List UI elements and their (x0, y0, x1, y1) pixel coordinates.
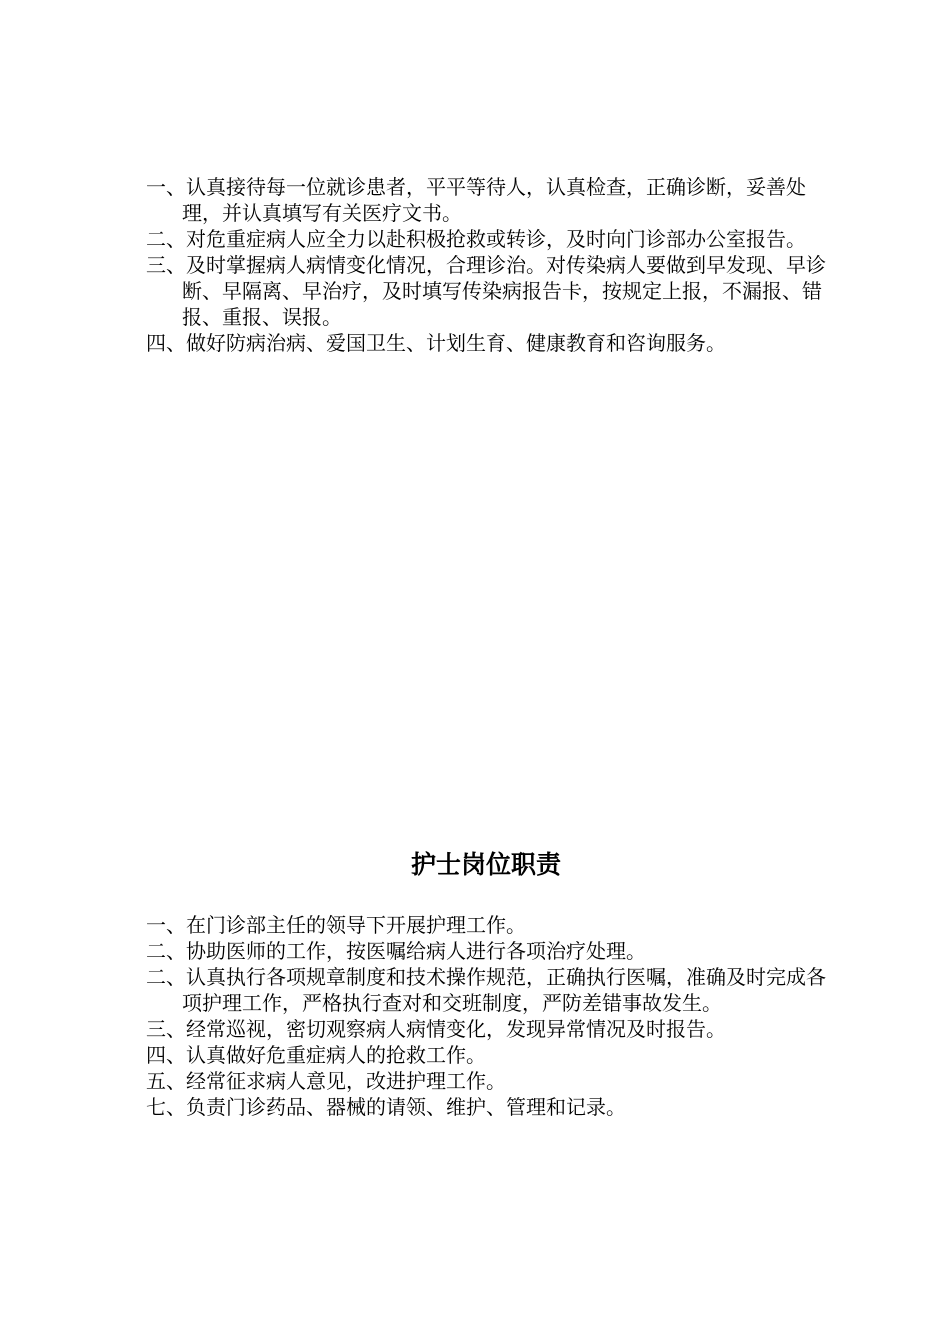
item-marker: 二、 (146, 965, 186, 989)
item-marker: 三、 (146, 253, 186, 277)
item-text: 认真接待每一位就诊患者，平平等待人，认真检查，正确诊断，妥善处理，并认真填写有关医疗文书。 (182, 175, 806, 225)
item-text: 经常巡视，密切观察病人病情变化，发现异常情况及时报告。 (186, 1017, 726, 1041)
item-marker: 七、 (146, 1095, 186, 1119)
item-text: 协助医师的工作，按医嘱给病人进行各项治疗处理。 (186, 939, 646, 963)
list-item (146, 174, 826, 226)
list-item (146, 226, 826, 252)
item-text: 在门诊部主任的领导下开展护理工作。 (186, 913, 526, 937)
item-text: 及时掌握病人病情变化情况，合理诊治。对传染病人要做到早发现、早诊断、早隔离、早治疗，及时填写传染病报告卡，按规定上报，不漏报、错报、重报、误报。 (182, 253, 826, 329)
item-marker: 三、 (146, 1017, 186, 1041)
list-item (146, 1094, 826, 1120)
item-text: 对危重症病人应全力以赴积极抢救或转诊，及时向门诊部办公室报告。 (186, 227, 806, 251)
list-item (146, 1016, 826, 1042)
item-text: 经常征求病人意见，改进护理工作。 (186, 1069, 506, 1093)
item-marker: 四、 (146, 1043, 186, 1067)
item-marker: 五、 (146, 1069, 186, 1093)
doctor-duties-list (146, 174, 826, 356)
list-item (146, 330, 826, 356)
item-text: 做好防病治病、爱国卫生、计划生育、健康教育和咨询服务。 (186, 331, 726, 355)
item-marker: 一、 (146, 175, 186, 199)
item-text: 认真做好危重症病人的抢救工作。 (186, 1043, 486, 1067)
list-item (146, 252, 826, 330)
list-item (146, 1068, 826, 1094)
list-item (146, 912, 826, 938)
list-item (146, 938, 826, 964)
nurse-duties-list (146, 912, 826, 1120)
item-marker: 一、 (146, 913, 186, 937)
item-marker: 二、 (146, 227, 186, 251)
list-item (146, 964, 826, 1016)
item-text: 认真执行各项规章制度和技术操作规范，正确执行医嘱，准确及时完成各项护理工作，严格执行查对和交班制度，严防差错事故发生。 (182, 965, 826, 1015)
item-text: 负责门诊药品、器械的请领、维护、管理和记录。 (186, 1095, 626, 1119)
section-title: 护士岗位职责 (410, 850, 561, 879)
list-item (146, 1042, 826, 1068)
item-marker: 四、 (146, 331, 186, 355)
item-marker: 二、 (146, 939, 186, 963)
